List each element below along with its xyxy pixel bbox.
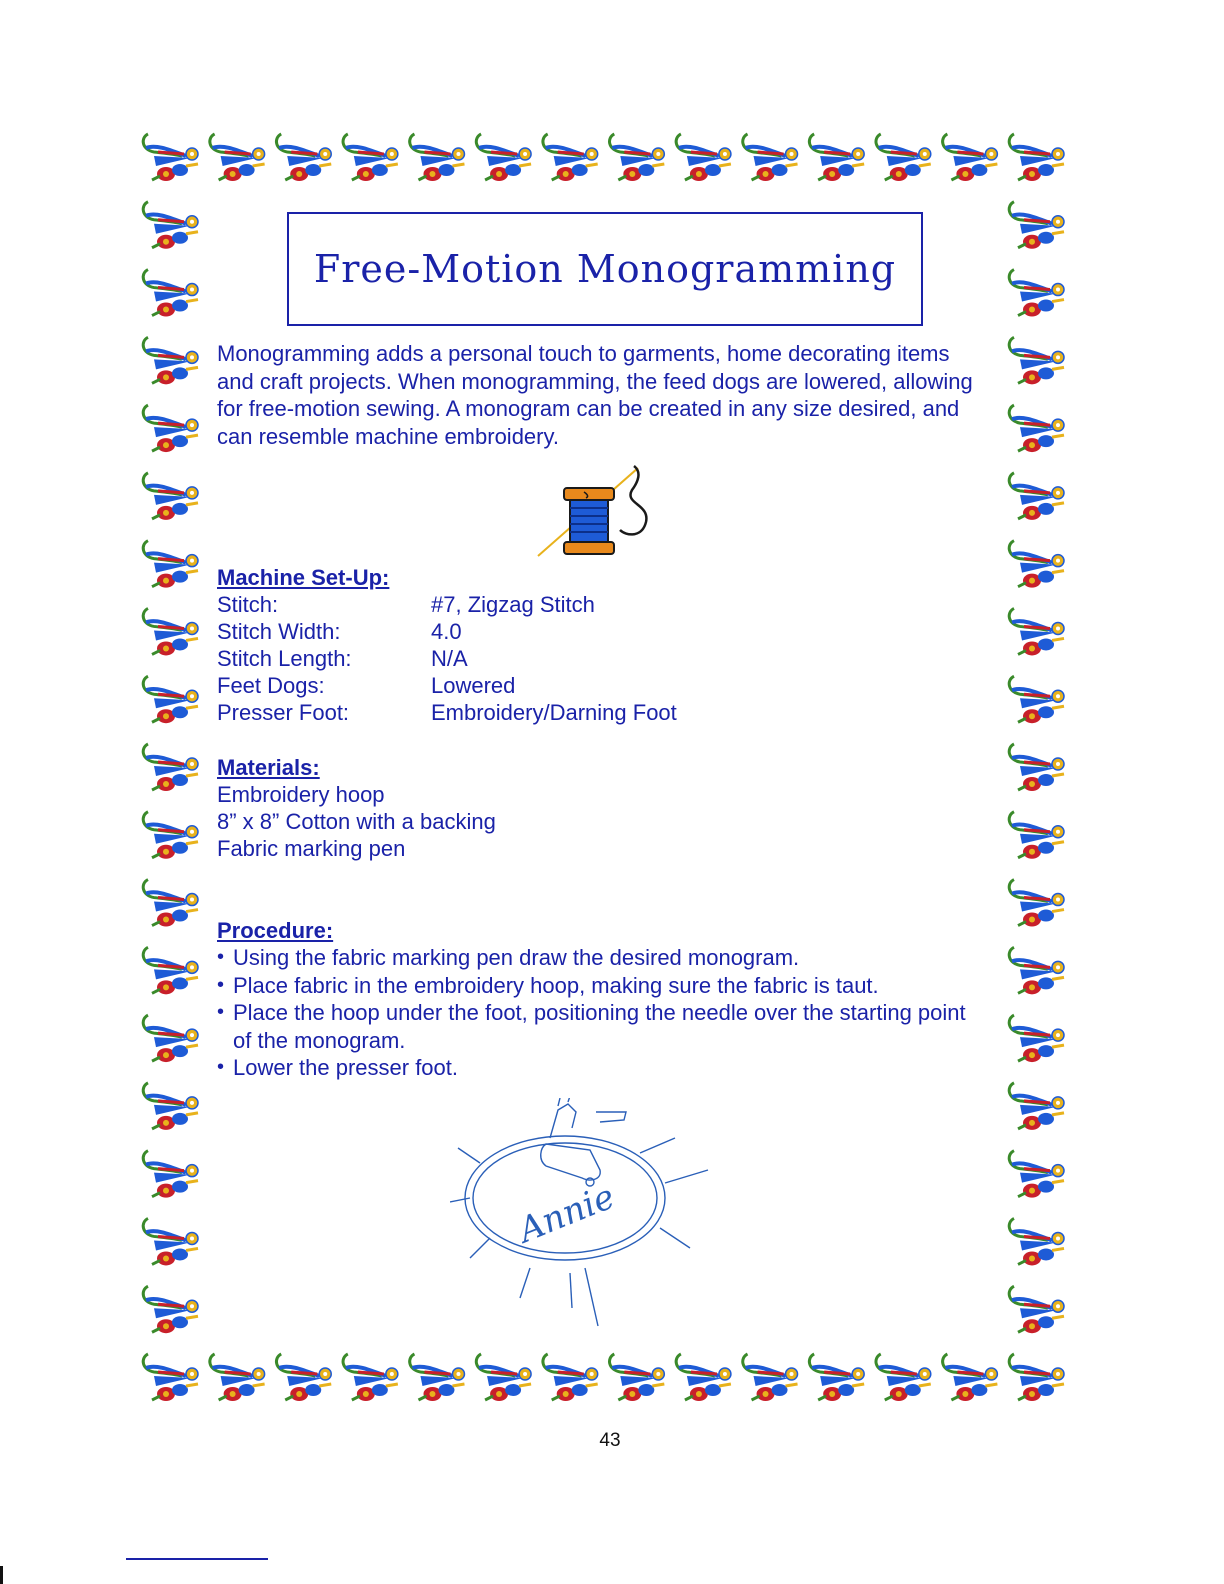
scissors-border-icon xyxy=(143,1354,198,1401)
setup-value: N/A xyxy=(431,646,468,671)
setup-value: #7, Zigzag Stitch xyxy=(431,592,595,617)
scissors-border-icon xyxy=(143,676,198,723)
footer-rule xyxy=(126,1558,268,1560)
list-item: • Place fabric in the embroidery hoop, making sure the fabric is taut. xyxy=(217,972,977,1000)
scissors-border-icon xyxy=(1009,473,1064,520)
scissors-border-icon xyxy=(343,1354,398,1401)
scissors-border-icon xyxy=(809,134,864,181)
scissors-border-icon xyxy=(1009,1218,1064,1265)
materials-heading: Materials: xyxy=(217,755,320,780)
setup-row xyxy=(217,618,677,645)
footer-mark xyxy=(0,1566,3,1584)
scissors-border-icon xyxy=(1009,134,1064,181)
scissors-border-icon xyxy=(143,270,198,317)
scissors-border-icon xyxy=(1009,1354,1064,1401)
setup-row xyxy=(217,591,677,618)
scissors-border-icon xyxy=(276,134,331,181)
scissors-border-icon xyxy=(1009,608,1064,655)
machine-setup-table xyxy=(217,591,677,726)
scissors-border-icon xyxy=(1009,744,1064,791)
list-item: • Using the fabric marking pen draw the desired monogram. xyxy=(217,944,977,972)
procedure-heading: Procedure: xyxy=(217,918,334,943)
scissors-border-icon xyxy=(743,1354,798,1401)
list-item: Embroidery hoop xyxy=(217,782,385,807)
machine-setup-heading: Machine Set-Up: xyxy=(217,565,390,590)
scissors-border-icon xyxy=(1009,880,1064,927)
scissors-border-icon xyxy=(1009,1083,1064,1130)
scissors-border-icon xyxy=(610,1354,665,1401)
materials-list xyxy=(217,781,496,862)
scissors-border-icon xyxy=(743,134,798,181)
procedure-list xyxy=(217,944,977,1082)
scissors-border-icon xyxy=(143,1015,198,1062)
scissors-border-icon xyxy=(143,812,198,859)
scissors-border-icon xyxy=(143,202,198,249)
scissors-border-icon xyxy=(143,608,198,655)
scissors-border-icon xyxy=(143,541,198,588)
setup-row xyxy=(217,645,677,672)
scissors-border-icon xyxy=(543,1354,598,1401)
scissors-border-icon xyxy=(410,134,465,181)
scissors-border-icon xyxy=(143,880,198,927)
scissors-border-icon xyxy=(210,134,265,181)
scissors-border-icon xyxy=(1009,1286,1064,1333)
setup-label: Stitch Width: xyxy=(217,619,341,644)
scissors-border-icon xyxy=(876,1354,931,1401)
scissors-border-icon xyxy=(143,337,198,384)
intro-paragraph: Monogramming adds a personal touch to garments, home decorating items and craft projects. When monogramming, the feed dogs are lowered, allowing for free-motion sewing. A monogram can be created in any size desired, and can resemble machine embroidery. xyxy=(217,341,973,449)
scissors-border-icon xyxy=(143,1151,198,1198)
scissors-border-icon xyxy=(143,1083,198,1130)
embroidery-hoop-presser-foot-icon xyxy=(450,1098,720,1328)
scissors-border-icon xyxy=(543,134,598,181)
thread-spool-needle-icon xyxy=(534,460,664,560)
scissors-border-icon xyxy=(1009,676,1064,723)
setup-value: 4.0 xyxy=(431,619,462,644)
setup-label: Stitch Length: xyxy=(217,646,352,671)
list-item: Fabric marking pen xyxy=(217,836,406,861)
setup-label: Stitch: xyxy=(217,592,279,617)
scissors-border-icon xyxy=(210,1354,265,1401)
scissors-border-icon xyxy=(1009,541,1064,588)
scissors-border-icon xyxy=(610,134,665,181)
scissors-border-icon xyxy=(1009,405,1064,452)
setup-label: Feet Dogs: xyxy=(217,673,325,698)
scissors-border-icon xyxy=(276,1354,331,1401)
scissors-border-icon xyxy=(143,405,198,452)
page-title: Free-Motion Monogramming xyxy=(313,247,897,291)
list-item: 8” x 8” Cotton with a backing xyxy=(217,809,496,834)
scissors-border-icon xyxy=(1009,1151,1064,1198)
scissors-border-icon xyxy=(1009,270,1064,317)
scissors-border-icon xyxy=(1009,202,1064,249)
scissors-border-icon xyxy=(876,134,931,181)
scissors-border-icon xyxy=(943,134,998,181)
scissors-border-icon xyxy=(943,1354,998,1401)
title-box xyxy=(287,212,923,326)
scissors-border-icon xyxy=(143,134,198,181)
scissors-border-icon xyxy=(1009,947,1064,994)
scissors-border-icon xyxy=(476,1354,531,1401)
scissors-border-icon xyxy=(809,1354,864,1401)
scissors-border-icon xyxy=(410,1354,465,1401)
scissors-border-icon xyxy=(1009,337,1064,384)
setup-label: Presser Foot: xyxy=(217,700,350,725)
setup-row xyxy=(217,699,677,726)
scissors-border-icon xyxy=(1009,812,1064,859)
scissors-border-icon xyxy=(143,1286,198,1333)
scissors-border-icon xyxy=(676,1354,731,1401)
scissors-border-icon xyxy=(476,134,531,181)
scissors-border-icon xyxy=(343,134,398,181)
scissors-border-icon xyxy=(143,947,198,994)
scissors-border-icon xyxy=(1009,1015,1064,1062)
setup-row xyxy=(217,672,677,699)
page-number: 43 xyxy=(599,1430,621,1451)
scissors-border-icon xyxy=(143,473,198,520)
list-item: • Lower the presser foot. xyxy=(217,1054,977,1082)
hoop-signature: Annie xyxy=(513,1176,621,1251)
list-item: • Place the hoop under the foot, positioning the needle over the starting point of the monogram. xyxy=(217,999,977,1054)
setup-value: Lowered xyxy=(431,673,516,698)
scissors-border-icon xyxy=(143,1218,198,1265)
scissors-border-icon xyxy=(676,134,731,181)
scissors-border-icon xyxy=(143,744,198,791)
setup-value: Embroidery/Darning Foot xyxy=(431,700,677,725)
